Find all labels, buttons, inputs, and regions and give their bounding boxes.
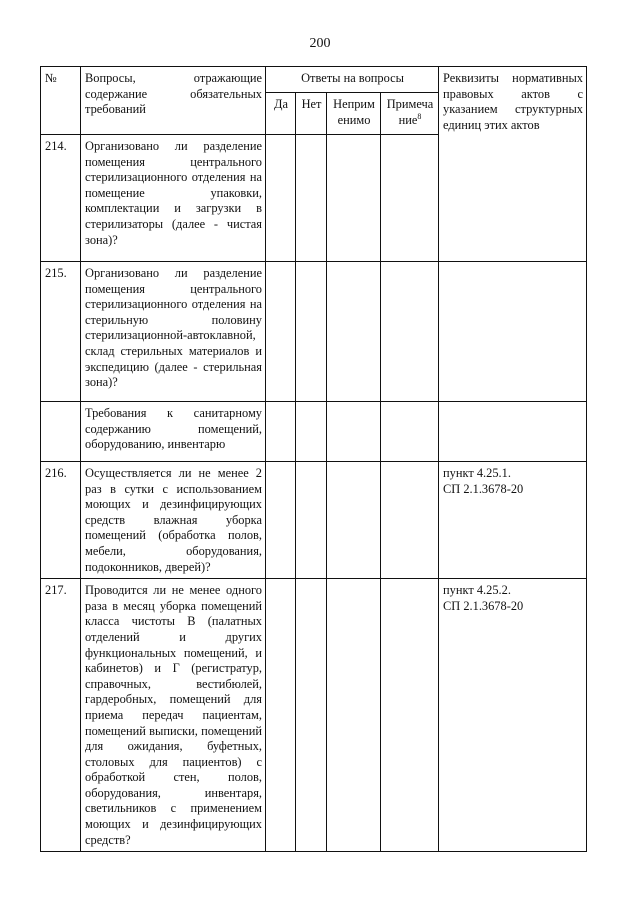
- answer-cell-yes[interactable]: [266, 135, 296, 262]
- row-question: Проводится ли не менее одного раза в месяц уборка помещений класса чистоты В (палатных отделений и других функциональных помещений, и кабинетов) и Г (регистратур, справочных, вестибюлей, гардеробных, помещений для приема передач пациентам, помещений выписки, помещений для ожидания, буфетных, столовых для пациентов) с обработкой стен, полов, оборудования, инвентаря, светильников с применением моющих и дезинфицирующих средств?: [81, 579, 266, 852]
- row-requisites: [439, 262, 587, 402]
- answer-cell-note[interactable]: [381, 262, 439, 402]
- header-answer-no: Нет: [296, 93, 327, 135]
- header-answer-note-label: Примеча ние: [386, 97, 434, 127]
- answer-cell-note[interactable]: [381, 135, 439, 262]
- header-answer-yes: Да: [266, 93, 296, 135]
- header-num: №: [41, 67, 81, 135]
- section-heading: Требования к санитарному содержанию помещений, оборудованию, инвентарю: [81, 402, 266, 462]
- row-question: Организовано ли разделение помещения центрального стерилизационного отделения на стерильную половину стерилизационной-автоклавной, склад стерильных материалов и экспедицию (далее - стерильная зона)?: [81, 262, 266, 402]
- answer-cell-no[interactable]: [296, 262, 327, 402]
- row-requisites: пункт 4.25.1. СП 2.1.3678-20: [439, 462, 587, 579]
- answer-cell-yes[interactable]: [266, 402, 296, 462]
- row-number: [41, 402, 81, 462]
- row-question: Организовано ли разделение помещения центрального стерилизационного отделения на помещение упаковки, комплектации и загрузки в стерилизаторы (далее - чистая зона)?: [81, 135, 266, 262]
- checklist-table: [40, 66, 587, 852]
- row-number: 216.: [41, 462, 81, 579]
- row-number: 217.: [41, 579, 81, 852]
- answer-cell-note[interactable]: [381, 579, 439, 852]
- row-question: Осуществляется ли не менее 2 раз в сутки с использованием моющих и дезинфицирующих средств влажная уборка помещений (обработка полов, мебели, оборудования, подоконников, дверей)?: [81, 462, 266, 579]
- answer-cell-no[interactable]: [296, 402, 327, 462]
- table-row: [41, 462, 587, 579]
- answer-cell-yes[interactable]: [266, 462, 296, 579]
- answer-cell-no[interactable]: [296, 462, 327, 579]
- answer-cell-note[interactable]: [381, 462, 439, 579]
- row-number: 215.: [41, 262, 81, 402]
- answer-cell-not-applicable[interactable]: [327, 262, 381, 402]
- answer-cell-yes[interactable]: [266, 262, 296, 402]
- answer-cell-yes[interactable]: [266, 579, 296, 852]
- answer-cell-no[interactable]: [296, 135, 327, 262]
- header-answer-not-applicable: Неприм енимо: [327, 93, 381, 135]
- answer-cell-no[interactable]: [296, 579, 327, 852]
- answer-cell-not-applicable[interactable]: [327, 462, 381, 579]
- answer-cell-not-applicable[interactable]: [327, 402, 381, 462]
- answer-cell-note[interactable]: [381, 402, 439, 462]
- row-number: 214.: [41, 135, 81, 262]
- section-row: [41, 402, 587, 462]
- header-answer-note: [381, 93, 439, 135]
- row-requisites: [439, 402, 587, 462]
- header-requisites: Реквизиты нормативных правовых актов с указанием структурных единиц этих актов: [439, 67, 587, 262]
- header-question: Вопросы, отражающие содержание обязательных требований: [81, 67, 266, 135]
- header-row-top: [41, 67, 587, 93]
- answer-cell-not-applicable[interactable]: [327, 579, 381, 852]
- table-row: [41, 579, 587, 852]
- answer-cell-not-applicable[interactable]: [327, 135, 381, 262]
- row-requisites: пункт 4.25.2. СП 2.1.3678-20: [439, 579, 587, 852]
- page-number: 200: [309, 36, 331, 51]
- header-answers-group: Ответы на вопросы: [266, 67, 439, 93]
- table-row: [41, 262, 587, 402]
- footnote-marker: 8: [417, 111, 422, 121]
